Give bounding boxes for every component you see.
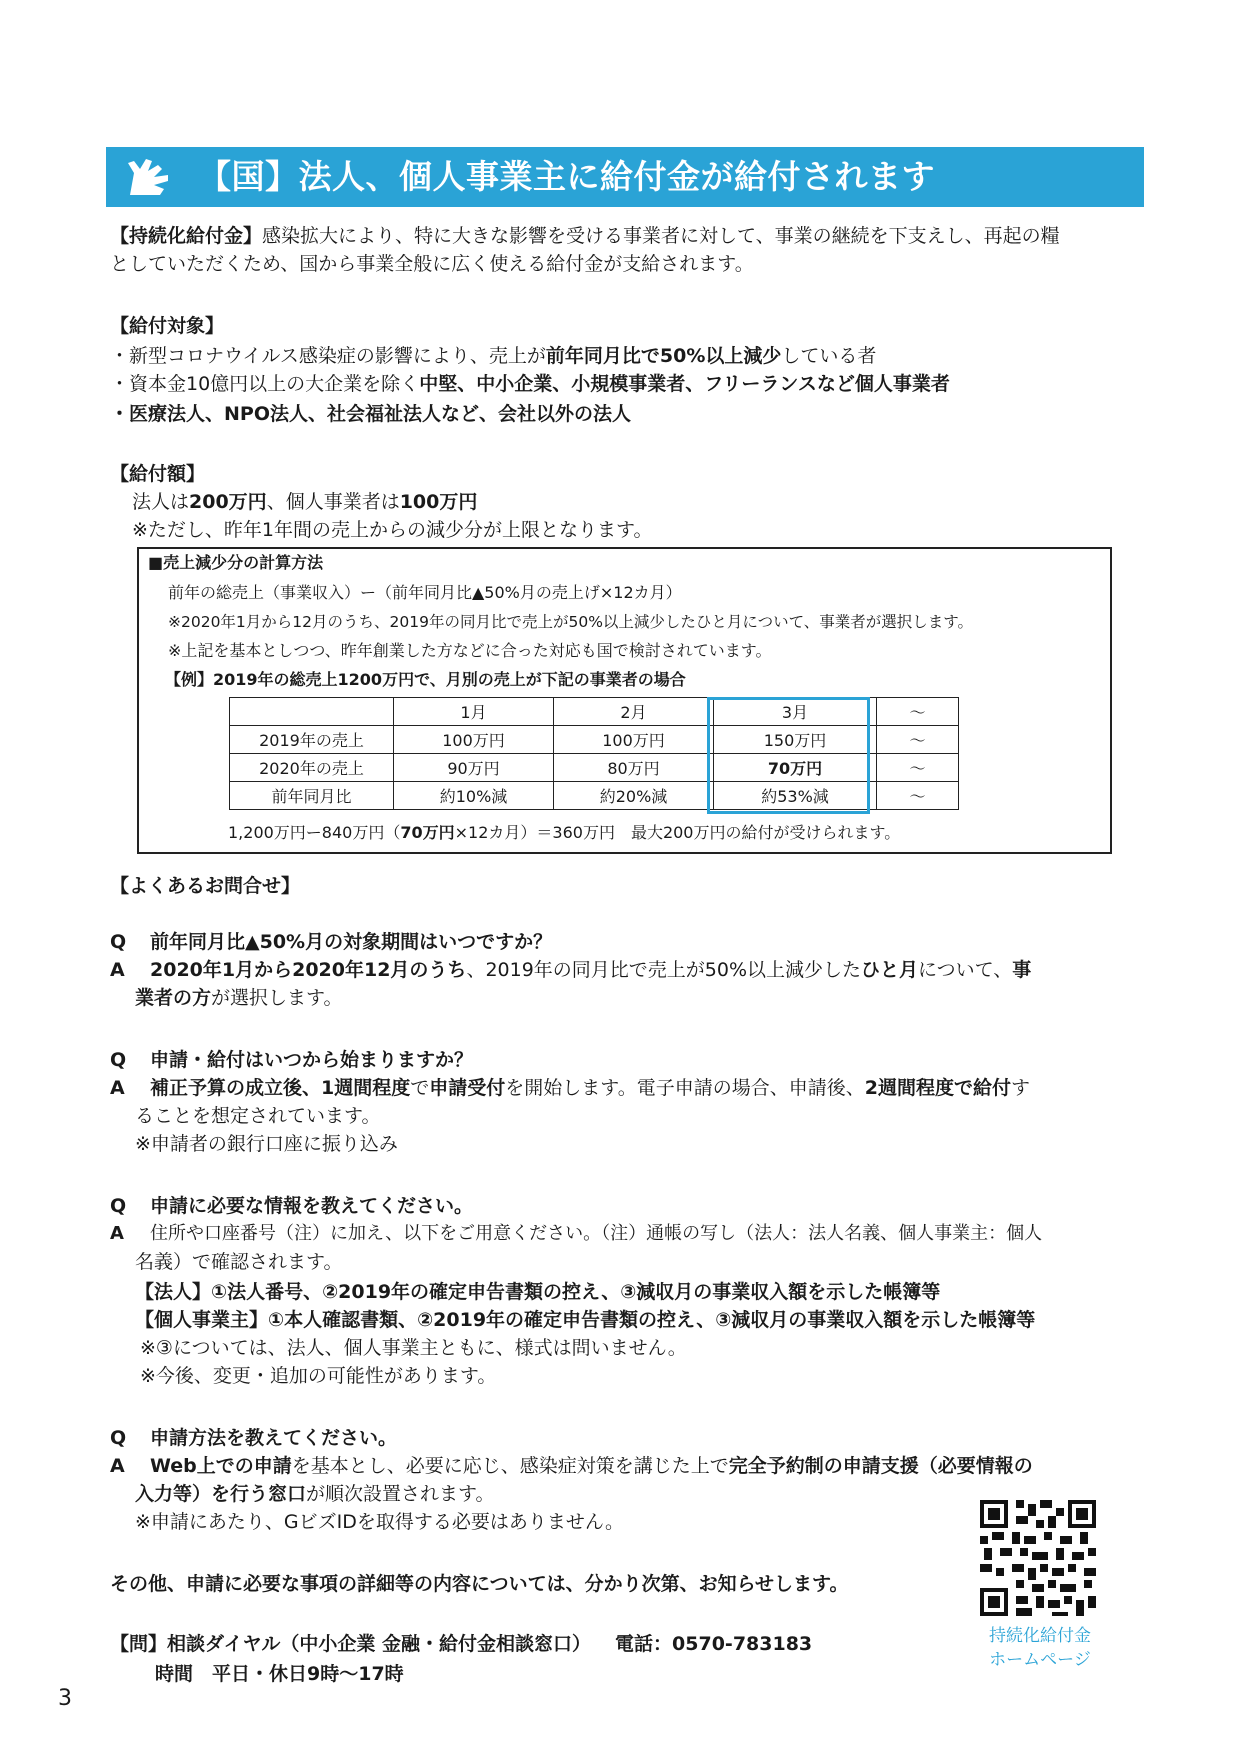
calc-result: 1,200万円ー840万円（70万円×12カ月）＝360万円 最大200万円の給付が受けられます。 — [228, 823, 901, 842]
faq-a3: A 住所や口座番号（注）に加え、以下をご用意ください。（注）通帳の写し（法人：法人名義、個人事業主：個人 — [110, 1223, 1043, 1244]
intro-line1: 感染拡大により、特に大きな影響を受ける事業者に対して、事業の継続を下支えし、再起の糧 — [262, 225, 1060, 247]
target-item-3: ・医療法人、NPO法人、社会福祉法人など、会社以外の法人 — [110, 403, 631, 425]
contact-line: 【問】相談ダイヤル（中小企業 金融・給付金相談窓口） 電話：0570-783183 — [110, 1633, 813, 1655]
qr-caption-line2: ホームページ — [989, 1650, 1091, 1670]
faq-a1: A 2020年1月から2020年12月のうち、2019年の同月比で売上が50%以上減少したひと月について、事 — [110, 959, 1032, 981]
intro-line2: としていただくため、国から事業全般に広く使える給付金が支給されます。 — [110, 253, 754, 275]
table-row: 2020年の売上 90万円 80万円 70万円 〜 — [230, 754, 959, 782]
intro-label: 【持続化給付金】 — [110, 225, 263, 247]
faq-a3-note2: ※今後、変更・追加の可能性があります。 — [140, 1365, 497, 1387]
amount-heading: 【給付額】 — [110, 463, 206, 485]
calc-note2: ※上記を基本としつつ、昨年創業した方などに合った対応も国で検討されています。 — [168, 641, 772, 660]
target-heading: 【給付対象】 — [110, 315, 225, 337]
faq-a3-note1: ※③については、法人、個人事業主ともに、様式は問いません。 — [140, 1337, 687, 1359]
faq-heading: 【よくあるお問合せ】 — [110, 875, 301, 897]
contact-hours: 時間 平日・休日9時〜17時 — [155, 1663, 404, 1685]
table-row: 2019年の売上 100万円 100万円 150万円 〜 — [230, 726, 959, 754]
intro-paragraph — [110, 222, 1060, 250]
other-info: その他、申請に必要な事項の詳細等の内容については、分かり次第、お知らせします。 — [110, 1573, 849, 1595]
faq-a4: A Web上での申請を基本とし、必要に応じ、感染症対策を講じた上で完全予約制の申請支援（必要情報の — [110, 1455, 1033, 1477]
amount-line1: 法人は200万円、個人事業者は100万円 — [132, 491, 478, 513]
calc-note1: ※2020年1月から12月のうち、2019年の同月比で売上が50%以上減少したひと月について、事業者が選択します。 — [168, 613, 974, 631]
calc-formula: 前年の総売上（事業収入）ー（前年同月比▲50%月の売上げ×12カ月） — [168, 583, 682, 602]
table-row: 1月 2月 3月 〜 — [230, 698, 959, 726]
faq-a4-cont: 入力等）を行う窓口が順次設置されます。 — [135, 1483, 495, 1505]
faq-a2: A 補正予算の成立後、1週間程度で申請受付を開始します。電子申請の場合、申請後、2週間程度で給付す — [110, 1077, 1030, 1099]
phone-number: 電話：0570-783183 — [615, 1633, 813, 1655]
qr-caption-line1: 持続化給付金 — [989, 1626, 1091, 1646]
faq-a4-note: ※申請にあたり、GビズIDを取得する必要はありません。 — [135, 1511, 625, 1533]
faq-a2-note: ※申請者の銀行口座に振り込み — [135, 1133, 398, 1155]
faq-q1: Q 前年同月比▲50%月の対象期間はいつですか？ — [110, 931, 553, 953]
faq-a1-cont: 業者の方が選択します。 — [135, 987, 343, 1009]
qr-code[interactable] — [980, 1500, 1096, 1616]
faq-q2: Q 申請・給付はいつから始まりますか？ — [110, 1049, 474, 1071]
faq-a3-cont: 名義）で確認されます。 — [135, 1251, 343, 1273]
target-item-1: ・新型コロナウイルス感染症の影響により、売上が前年同月比で50%以上減少している者 — [110, 345, 877, 367]
page-title: 【国】法人、個人事業主に給付金が給付されます — [198, 157, 935, 196]
faq-q3: Q 申請に必要な情報を教えてください。 — [110, 1195, 474, 1217]
faq-a3-corp: 【法人】①法人番号、②2019年の確定申告書類の控え、③減収月の事業収入額を示した帳簿等 — [135, 1281, 941, 1303]
section-header — [106, 147, 1144, 207]
march-column-highlight — [707, 697, 870, 814]
target-item-2: ・資本金10億円以上の大企業を除く中堅、中小企業、小規模事業者、フリーランスなど個人事業者 — [110, 373, 950, 395]
faq-a2-cont: ることを想定されています。 — [135, 1105, 381, 1127]
hand-icon — [124, 155, 174, 199]
page-number: 3 — [58, 1686, 72, 1711]
calc-heading: ■売上減少分の計算方法 — [148, 553, 324, 572]
amount-line2: ※ただし、昨年1年間の売上からの減少分が上限となります。 — [132, 519, 653, 541]
example-heading: 【例】2019年の総売上1200万円で、月別の売上が下記の事業者の場合 — [165, 670, 686, 689]
table-row: 前年同月比 約10%減 約20%減 約53%減 〜 — [230, 782, 959, 810]
faq-q4: Q 申請方法を教えてください。 — [110, 1427, 398, 1449]
faq-a3-sole: 【個人事業主】①本人確認書類、②2019年の確定申告書類の控え、③減収月の事業収入額を示した帳簿等 — [135, 1309, 1036, 1331]
